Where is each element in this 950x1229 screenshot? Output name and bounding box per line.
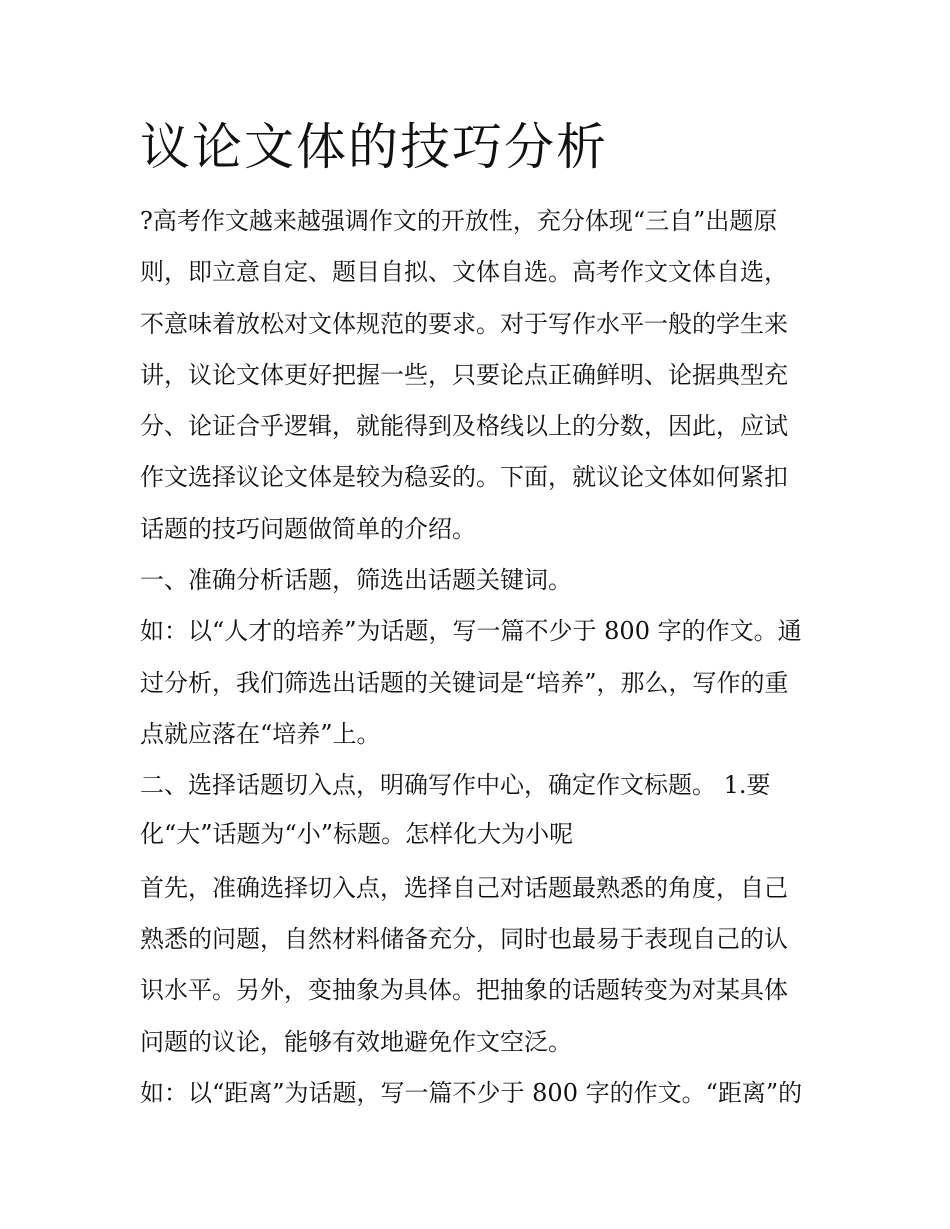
document-title: 议论文体的技巧分析 xyxy=(140,118,608,176)
document-body xyxy=(140,196,820,1119)
paragraph-line: 分、论证合乎逻辑，就能得到及格线以上的分数，因此，应试 xyxy=(140,412,788,441)
paragraph-line: 熟悉的问题，自然材料储备充分，同时也最易于表现自己的认 xyxy=(140,925,788,954)
paragraph-line: 话题的技巧问题做简单的介绍。 xyxy=(140,514,476,543)
section-heading: 一、准确分析话题，筛选出话题关键词。 xyxy=(140,566,572,595)
paragraph-line: 作文选择议论文体是较为稳妥的。下面，就议论文体如何紧扣 xyxy=(140,463,788,492)
paragraph-line: ?高考作文越来越强调作文的开放性，充分体现“三自”出题原 xyxy=(140,207,778,235)
paragraph-line: 过分析，我们筛选出话题的关键词是“培养”，那么，写作的重 xyxy=(140,668,789,697)
paragraph-line: 化“大”话题为“小”标题。怎样化大为小呢 xyxy=(140,819,574,848)
paragraph-line: 首先，准确选择切入点，选择自己对话题最熟悉的角度，自己 xyxy=(140,873,788,902)
paragraph-line: 如：以“距离”为话题，写一篇不少于 800 字的作文。“距离”的 xyxy=(140,1079,803,1108)
paragraph-line: 如：以“人才的培养”为话题，写一篇不少于 800 字的作文。通 xyxy=(140,617,802,646)
paragraph-line: 点就应落在“培养”上。 xyxy=(140,719,381,748)
paragraph-line: 讲，议论文体更好把握一些，只要论点正确鲜明、论据典型充 xyxy=(140,360,788,389)
section-heading: 二、选择话题切入点，明确写作中心，确定作文标题。 1.要 xyxy=(140,771,771,800)
paragraph-line: 不意味着放松对文体规范的要求。对于写作水平一般的学生来 xyxy=(140,309,788,338)
paragraph-line: 识水平。另外，变抽象为具体。把抽象的话题转变为对某具体 xyxy=(140,976,788,1005)
paragraph-line: 则，即立意自定、题目自拟、文体自选。高考作文文体自选， xyxy=(140,258,788,287)
paragraph-line: 问题的议论，能够有效地避免作文空泛。 xyxy=(140,1027,572,1056)
